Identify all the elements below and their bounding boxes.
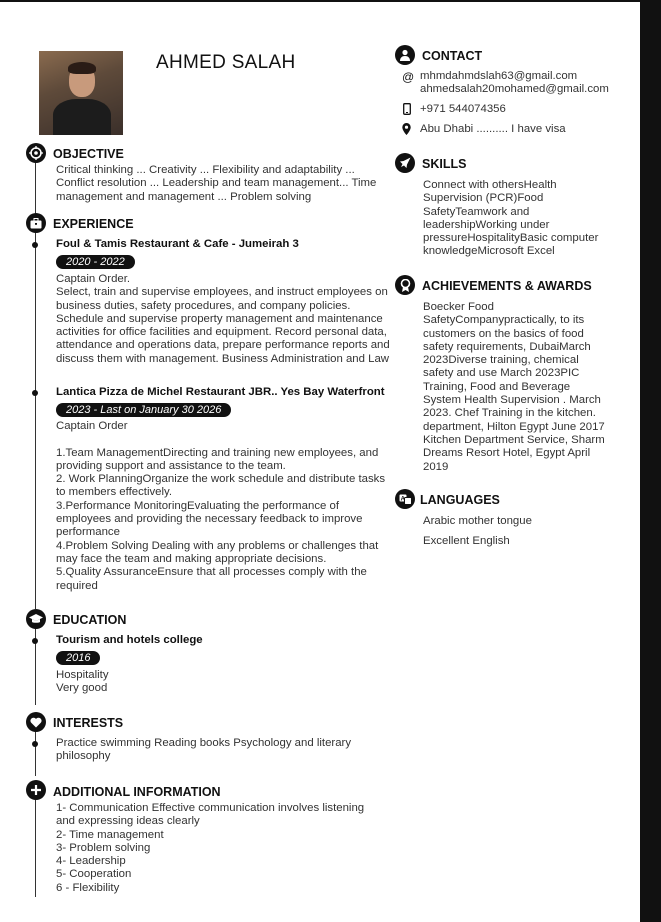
interests-dot	[32, 741, 38, 747]
award-icon	[395, 275, 415, 295]
language-item: Excellent English	[423, 535, 510, 547]
education-title: EDUCATION	[53, 613, 127, 627]
target-icon	[26, 143, 46, 163]
education-school: Tourism and hotels college	[56, 634, 203, 646]
education-year: 2016	[56, 651, 100, 665]
graduation-cap-icon	[26, 609, 46, 629]
achievements-text: Boecker Food SafetyCompanypractically, to its customers on the basics of food safety requirements, DubaiMarch 2023Diverse training, chemical safety and use March 2023PIC Training, Food and Beverage System Health Supervision . March 2023. Chef Training in the kitchen. department, Hilton Egypt June 2017 Kitchen Department Service, Sharm Dreams Resort Hotel, Egypt April 2019	[423, 301, 605, 473]
skills-title: SKILLS	[422, 157, 467, 171]
additional-text: 1- Communication Effective communication involves listening and expressing ideas clearly 2- Time management 3- Problem solving 4- Leadership 5- Cooperation 6 - Flexibility	[56, 802, 365, 894]
job-1-description: Captain Order. Select, train and supervise employees, and instruct employees on business duties, safety procedures, and company policies. Schedule and supervise property management and maintenance activities for office facilities and equipment. Record personal data, attendance and operations data, prepare performance reports and discuss them with management. Business Administration and Law	[56, 273, 390, 365]
phone-icon	[403, 103, 411, 118]
job-2-dot	[32, 390, 38, 396]
contact-title: CONTACT	[422, 49, 483, 63]
job-2-description: Captain Order 1.Team ManagementDirecting and training new employees, and providing support and assistance to the team. 2. Work PlanningOrganize the work schedule and distribute tasks to members effectively. 3.Performance MonitoringEvaluating the performance of employees and providing the necessary feedback to improve performance 4.Problem Solving Dealing with any problems or challenges that may face the team and making appropriate decisions. 5.Quality AssuranceEnsure that all processes comply with the required	[56, 420, 386, 592]
objective-title: OBJECTIVE	[53, 147, 124, 161]
language-item: Arabic mother tongue	[423, 515, 532, 527]
job-2-company: Lantica Pizza de Michel Restaurant JBR.. Yes Bay Waterfront	[56, 386, 385, 398]
skills-text: Connect with othersHealth Supervision (PCR)Food SafetyTeamwork and leadershipWorking under pressureHospitalityBasic computer knowledgeMicrosoft Excel	[423, 179, 599, 258]
interests-title: INTERESTS	[53, 716, 124, 730]
contact-email-2[interactable]: ahmedsalah20mohamed@gmail.com	[420, 83, 609, 95]
job-1-company: Foul & Tamis Restaurant & Cafe - Jumeirah 3	[56, 238, 299, 250]
job-1-dates: 2020 - 2022	[56, 255, 135, 269]
rocket-icon	[395, 153, 415, 173]
contact-location: Abu Dhabi .......... I have visa	[420, 123, 566, 135]
timeline-interests	[35, 731, 36, 776]
education-description: Hospitality Very good	[56, 669, 109, 695]
heart-icon	[26, 712, 46, 732]
plus-icon	[26, 780, 46, 800]
job-2-dates: 2023 - Last on January 30 2026	[56, 403, 231, 417]
svg-text:A: A	[400, 495, 405, 502]
right-border	[640, 0, 661, 922]
experience-title: EXPERIENCE	[53, 217, 134, 231]
job-1-dot	[32, 242, 38, 248]
contact-phone[interactable]: +971 544074356	[420, 103, 506, 115]
interests-text: Practice swimming Reading books Psychology and literary philosophy	[56, 737, 352, 763]
location-pin-icon	[402, 123, 411, 138]
top-border	[0, 0, 661, 2]
languages-title: LANGUAGES	[420, 493, 500, 507]
timeline-experience	[35, 231, 36, 609]
achievements-title: ACHIEVEMENTS & AWARDS	[422, 279, 592, 293]
education-dot	[32, 638, 38, 644]
translate-icon	[395, 489, 415, 509]
at-icon: @	[402, 70, 415, 84]
candidate-name: AHMED SALAH	[156, 52, 296, 73]
profile-photo	[39, 51, 123, 135]
briefcase-icon	[26, 213, 46, 233]
contact-email-1[interactable]: mhmdahmdslah63@gmail.com	[420, 70, 578, 82]
additional-title: ADDITIONAL INFORMATION	[53, 785, 221, 799]
person-icon	[395, 45, 415, 65]
timeline-objective	[35, 161, 36, 217]
timeline-additional	[35, 799, 36, 897]
objective-text: Critical thinking ... Creativity ... Flexibility and adaptability ... Conflict resolution ... Leadership and team management... Time management and management ... Problem solving	[56, 164, 377, 203]
